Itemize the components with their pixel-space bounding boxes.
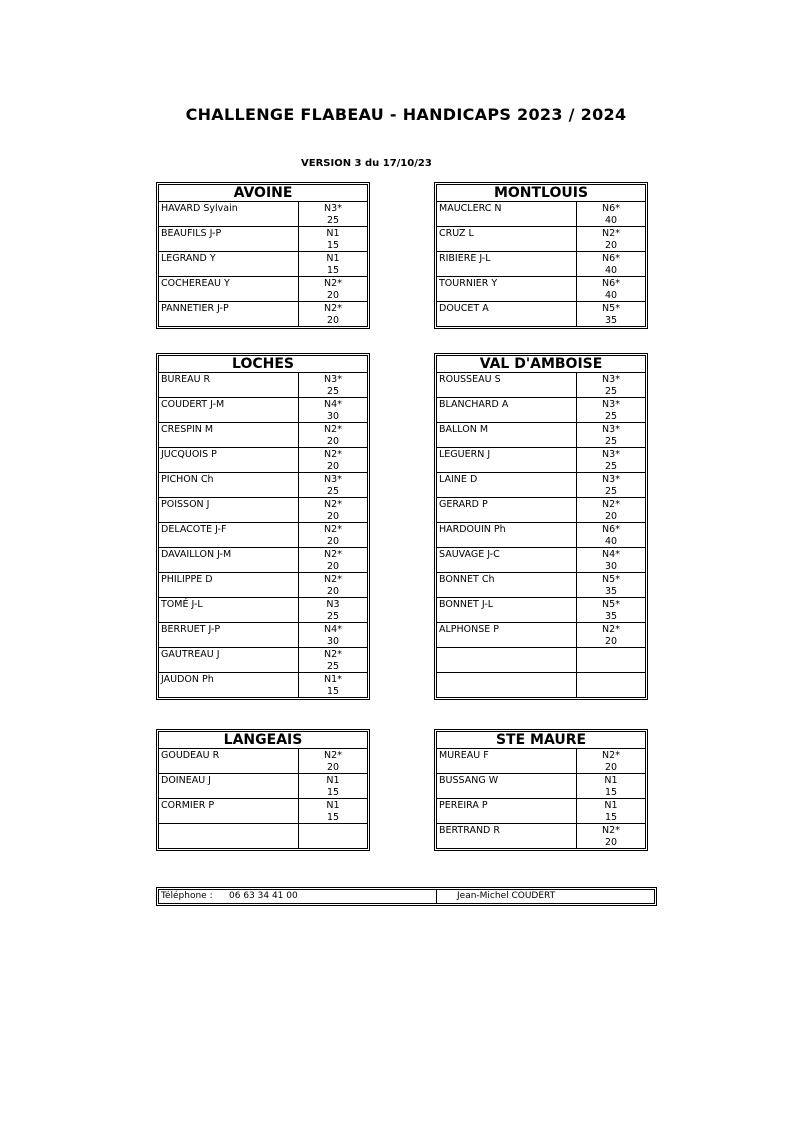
player-row — [159, 774, 367, 799]
handicap-class: N2* — [324, 549, 342, 560]
player-name: ROUSSEAU S — [437, 373, 577, 397]
handicap-cell — [299, 473, 367, 497]
player-name: ALPHONSE P — [437, 623, 577, 647]
handicap-cell — [577, 673, 645, 697]
handicap-points: 20 — [326, 762, 340, 773]
player-name: PHILIPPE D — [159, 573, 299, 597]
player-row — [159, 573, 367, 598]
handicap-points: 20 — [604, 511, 618, 522]
handicap-cell — [299, 749, 367, 773]
handicap-points: 20 — [326, 586, 340, 597]
handicap-cell — [577, 302, 645, 326]
handicap-cell — [577, 277, 645, 301]
player-row — [159, 252, 367, 277]
player-name: BEAUFILS J-P — [159, 227, 299, 251]
player-name: GAUTREAU J — [159, 648, 299, 672]
handicap-points: 25 — [326, 486, 340, 497]
player-row — [437, 749, 645, 774]
player-name: LEGRAND Y — [159, 252, 299, 276]
player-row — [159, 227, 367, 252]
player-name: BERRUET J-P — [159, 623, 299, 647]
phone-number: 06 63 34 41 00 — [229, 891, 298, 901]
handicap-points: 25 — [604, 461, 618, 472]
handicap-cell — [577, 799, 645, 823]
player-row — [159, 302, 367, 326]
player-name: SAUVAGE J-C — [437, 548, 577, 572]
handicap-cell — [577, 227, 645, 251]
player-name: BLANCHARD A — [437, 398, 577, 422]
handicap-class: N5* — [602, 303, 620, 314]
handicap-points: 25 — [604, 436, 618, 447]
handicap-class: N1 — [326, 775, 340, 786]
handicap-class: N5* — [602, 599, 620, 610]
team-name: STE MAURE — [437, 732, 645, 749]
handicap-class: N2* — [602, 228, 620, 239]
player-row — [437, 448, 645, 473]
handicap-class: N2* — [324, 499, 342, 510]
handicap-cell — [299, 277, 367, 301]
handicap-class: N1 — [604, 775, 618, 786]
player-row — [437, 302, 645, 326]
handicap-cell — [577, 252, 645, 276]
handicap-points: 35 — [604, 315, 618, 326]
player-row — [159, 373, 367, 398]
team-name: AVOINE — [159, 185, 367, 202]
handicap-class: N5* — [602, 574, 620, 585]
handicap-cell — [577, 423, 645, 447]
player-name: GERARD P — [437, 498, 577, 522]
team-name: MONTLOUIS — [437, 185, 645, 202]
player-name: DOUCET A — [437, 302, 577, 326]
handicap-cell — [299, 423, 367, 447]
handicap-cell — [299, 774, 367, 798]
handicap-cell — [299, 548, 367, 572]
handicap-points: 25 — [604, 411, 618, 422]
team-table-montlouis — [434, 182, 648, 329]
handicap-cell — [299, 227, 367, 251]
player-row — [437, 824, 645, 848]
player-row — [437, 523, 645, 548]
handicap-class: N2* — [324, 524, 342, 535]
handicap-class: N1 — [326, 253, 340, 264]
player-row — [159, 398, 367, 423]
handicap-class: N1* — [324, 674, 342, 685]
player-row — [159, 448, 367, 473]
handicap-cell — [299, 598, 367, 622]
handicap-cell — [577, 202, 645, 226]
handicap-points: 15 — [326, 812, 340, 823]
handicap-cell — [577, 824, 645, 848]
handicap-points: 25 — [326, 215, 340, 226]
handicap-class: N3* — [602, 474, 620, 485]
player-row — [437, 498, 645, 523]
handicap-class: N3* — [324, 474, 342, 485]
handicap-cell — [299, 202, 367, 226]
player-name — [437, 648, 577, 672]
version-label: VERSION 3 du 17/10/23 — [301, 158, 432, 169]
player-name: JUCQUOIS P — [159, 448, 299, 472]
handicap-class: N6* — [602, 524, 620, 535]
handicap-class: N3* — [602, 424, 620, 435]
handicap-class: N2* — [602, 750, 620, 761]
handicap-cell — [299, 398, 367, 422]
player-row — [437, 473, 645, 498]
player-name: LAINE D — [437, 473, 577, 497]
player-name: DAVAILLON J-M — [159, 548, 299, 572]
player-row — [437, 423, 645, 448]
player-row — [159, 673, 367, 697]
player-row — [437, 623, 645, 648]
player-row — [437, 799, 645, 824]
handicap-class: N1 — [326, 800, 340, 811]
player-row — [437, 598, 645, 623]
player-name: COUDERT J-M — [159, 398, 299, 422]
handicap-points: 30 — [326, 411, 340, 422]
handicap-points: 40 — [604, 536, 618, 547]
handicap-points: 20 — [326, 290, 340, 301]
player-name: DOINEAU J — [159, 774, 299, 798]
footer-phone-cell — [159, 890, 437, 903]
handicap-cell — [299, 648, 367, 672]
player-row — [159, 202, 367, 227]
handicap-points: 15 — [326, 787, 340, 798]
player-name: TOURNIER Y — [437, 277, 577, 301]
player-name: HAVARD Sylvain — [159, 202, 299, 226]
handicap-points: 15 — [326, 240, 340, 251]
handicap-points: 20 — [326, 436, 340, 447]
team-table-loches — [156, 353, 370, 700]
handicap-points: 20 — [326, 561, 340, 572]
handicap-points: 20 — [326, 536, 340, 547]
handicap-cell — [577, 774, 645, 798]
team-table-avoine — [156, 182, 370, 329]
handicap-cell — [577, 398, 645, 422]
player-row — [437, 573, 645, 598]
player-row — [437, 398, 645, 423]
handicap-points: 20 — [326, 511, 340, 522]
handicap-class: N3* — [602, 374, 620, 385]
handicap-cell — [299, 824, 367, 848]
handicap-points: 40 — [604, 265, 618, 276]
handicap-cell — [299, 573, 367, 597]
handicap-class: N3* — [324, 374, 342, 385]
player-name: DELACOTE J-F — [159, 523, 299, 547]
player-row — [159, 598, 367, 623]
handicap-class: N4* — [602, 549, 620, 560]
player-name: JAUDON Ph — [159, 673, 299, 697]
player-row — [437, 202, 645, 227]
handicap-cell — [577, 648, 645, 672]
handicap-cell — [299, 302, 367, 326]
handicap-class: N2* — [602, 499, 620, 510]
player-name: BUSSANG W — [437, 774, 577, 798]
handicap-points: 20 — [326, 315, 340, 326]
handicap-class: N4* — [324, 399, 342, 410]
handicap-points: 15 — [326, 686, 340, 697]
handicap-points: 35 — [604, 611, 618, 622]
handicap-points: 30 — [326, 636, 340, 647]
handicap-class: N2* — [324, 750, 342, 761]
handicap-class: N3* — [324, 203, 342, 214]
player-name: PANNETIER J-P — [159, 302, 299, 326]
player-name: GOUDEAU R — [159, 749, 299, 773]
handicap-cell — [577, 448, 645, 472]
handicap-points: 25 — [604, 486, 618, 497]
player-name — [159, 824, 299, 848]
team-name: LOCHES — [159, 356, 367, 373]
handicap-class: N1 — [326, 228, 340, 239]
handicap-class: N6* — [602, 278, 620, 289]
player-row — [159, 423, 367, 448]
handicap-class: N2* — [324, 278, 342, 289]
player-row — [437, 373, 645, 398]
handicap-cell — [577, 523, 645, 547]
handicap-class: N2* — [324, 574, 342, 585]
player-row — [437, 252, 645, 277]
handicap-points: 40 — [604, 215, 618, 226]
handicap-cell — [577, 573, 645, 597]
footer-contact — [156, 887, 657, 906]
handicap-class: N1 — [604, 800, 618, 811]
handicap-class: N3* — [602, 399, 620, 410]
team-name: LANGEAIS — [159, 732, 367, 749]
handicap-points: 15 — [326, 265, 340, 276]
handicap-cell — [299, 252, 367, 276]
player-name: MAUCLERC N — [437, 202, 577, 226]
handicap-cell — [299, 498, 367, 522]
handicap-class: N2* — [324, 424, 342, 435]
player-name: PEREIRA P — [437, 799, 577, 823]
handicap-points: 40 — [604, 290, 618, 301]
player-name: BERTRAND R — [437, 824, 577, 848]
player-row — [159, 648, 367, 673]
player-row — [159, 824, 367, 848]
player-row — [159, 277, 367, 302]
player-name: BALLON M — [437, 423, 577, 447]
player-name: CRUZ L — [437, 227, 577, 251]
handicap-cell — [577, 498, 645, 522]
player-name: COCHEREAU Y — [159, 277, 299, 301]
handicap-cell — [577, 598, 645, 622]
player-name — [437, 673, 577, 697]
handicap-cell — [577, 749, 645, 773]
handicap-points: 20 — [326, 461, 340, 472]
player-row — [437, 673, 645, 697]
handicap-points: 20 — [604, 240, 618, 251]
handicap-cell — [299, 799, 367, 823]
player-row — [159, 548, 367, 573]
handicap-points: 20 — [604, 636, 618, 647]
handicap-cell — [299, 523, 367, 547]
player-row — [159, 523, 367, 548]
handicap-cell — [299, 623, 367, 647]
handicap-cell — [577, 373, 645, 397]
player-row — [159, 498, 367, 523]
handicap-class: N4* — [324, 624, 342, 635]
player-name: LEGUERN J — [437, 448, 577, 472]
handicap-cell — [299, 673, 367, 697]
team-table-langeais — [156, 729, 370, 851]
handicap-class: N3 — [326, 599, 340, 610]
handicap-points: 25 — [326, 661, 340, 672]
handicap-points: 30 — [604, 561, 618, 572]
team-table-ste-maure — [434, 729, 648, 851]
handicap-points: 20 — [604, 762, 618, 773]
handicap-points: 35 — [604, 586, 618, 597]
player-name: TOMÉ J-L — [159, 598, 299, 622]
handicap-points: 25 — [326, 386, 340, 397]
handicap-points: 25 — [326, 611, 340, 622]
handicap-class: N6* — [602, 203, 620, 214]
player-row — [159, 799, 367, 824]
player-row — [437, 548, 645, 573]
handicap-class: N6* — [602, 253, 620, 264]
handicap-class: N2* — [602, 624, 620, 635]
page-title: CHALLENGE FLABEAU - HANDICAPS 2023 / 2024 — [185, 105, 627, 124]
handicap-class: N2* — [324, 649, 342, 660]
handicap-cell — [577, 623, 645, 647]
player-row — [437, 774, 645, 799]
phone-label: Téléphone : — [161, 891, 213, 901]
player-row — [437, 227, 645, 252]
player-name: POISSON J — [159, 498, 299, 522]
handicap-cell — [577, 473, 645, 497]
handicap-cell — [299, 373, 367, 397]
player-name: BUREAU R — [159, 373, 299, 397]
player-name: RIBIERE J-L — [437, 252, 577, 276]
handicap-cell — [299, 448, 367, 472]
team-name: VAL D'AMBOISE — [437, 356, 645, 373]
player-row — [437, 277, 645, 302]
player-name: CORMIER P — [159, 799, 299, 823]
handicap-points: 20 — [604, 837, 618, 848]
player-name: MUREAU F — [437, 749, 577, 773]
team-table-val-amboise — [434, 353, 648, 700]
player-name: CRESPIN M — [159, 423, 299, 447]
handicap-class: N2* — [324, 449, 342, 460]
handicap-class: N3* — [602, 449, 620, 460]
player-row — [159, 473, 367, 498]
handicap-class: N2* — [324, 303, 342, 314]
handicap-points: 15 — [604, 812, 618, 823]
player-row — [159, 623, 367, 648]
handicap-class: N2* — [602, 825, 620, 836]
handicap-points: 25 — [604, 386, 618, 397]
handicap-points: 15 — [604, 787, 618, 798]
player-name: PICHON Ch — [159, 473, 299, 497]
player-name: BONNET J-L — [437, 598, 577, 622]
player-name: BONNET Ch — [437, 573, 577, 597]
handicap-cell — [577, 548, 645, 572]
footer-contact-name: Jean-Michel COUDERT — [457, 891, 556, 901]
player-row — [159, 749, 367, 774]
player-row — [437, 648, 645, 673]
player-name: HARDOUIN Ph — [437, 523, 577, 547]
